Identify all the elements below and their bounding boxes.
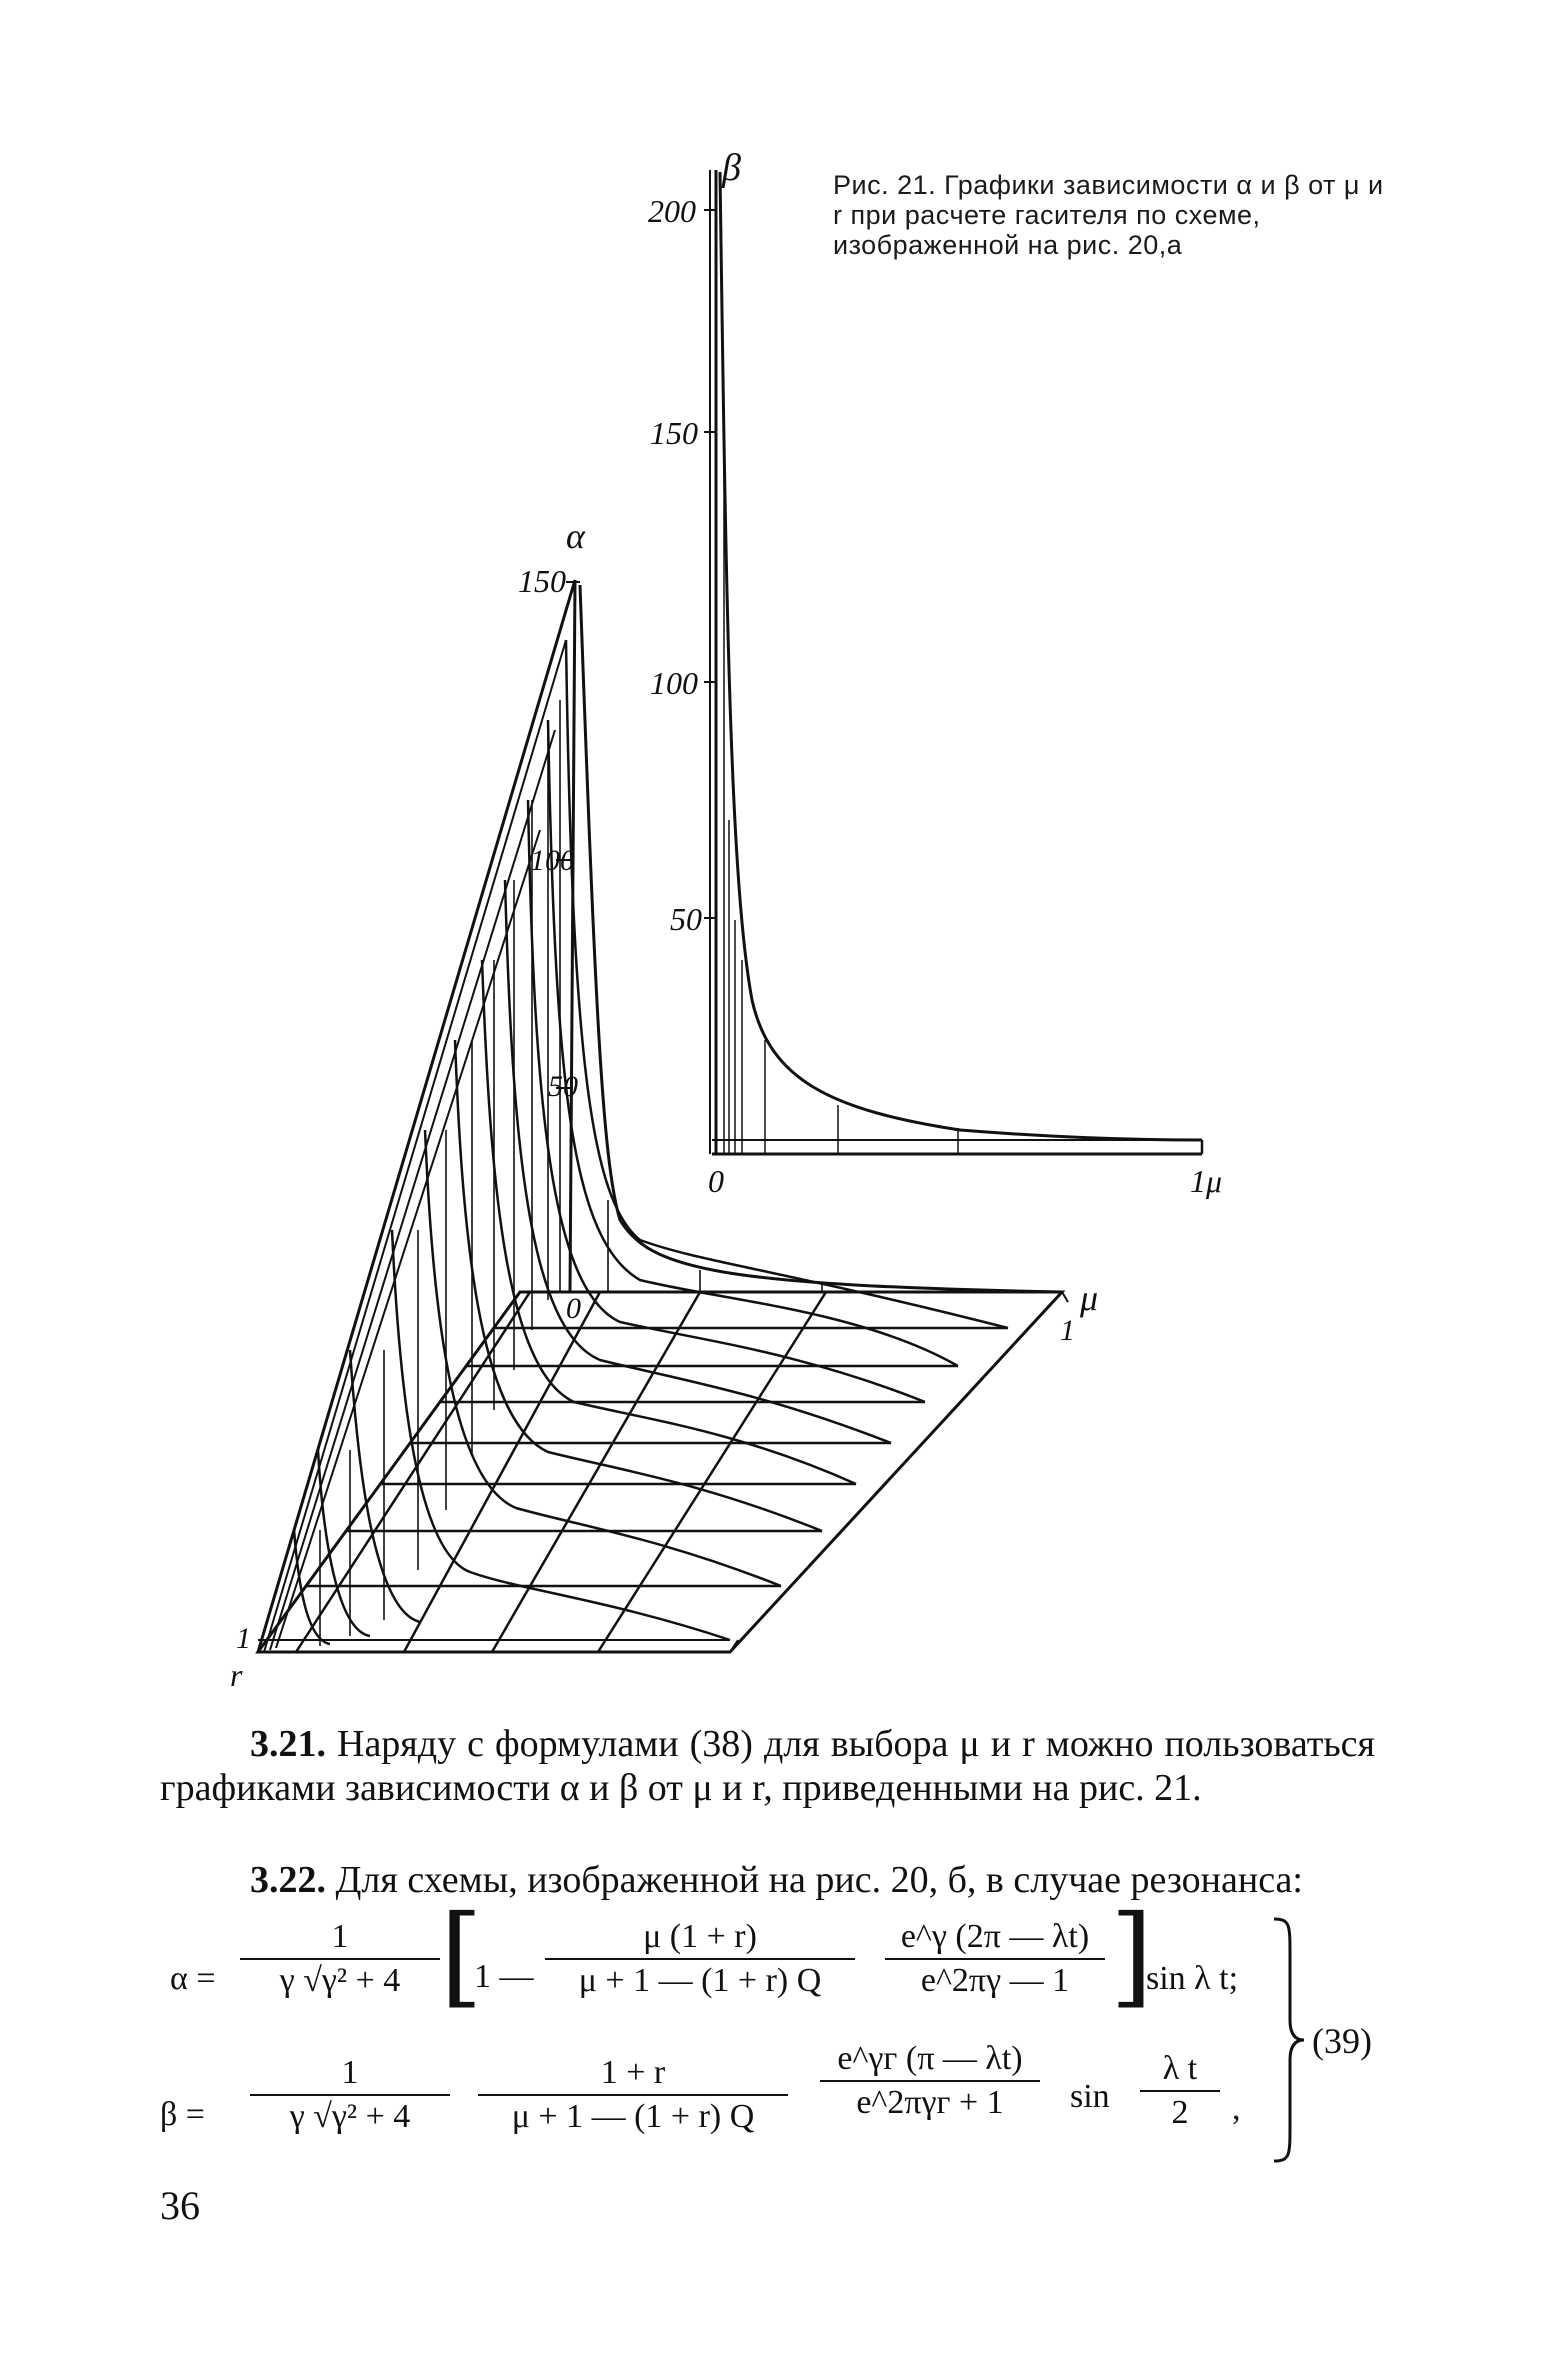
beta-plot	[704, 170, 1202, 1154]
paragraph-3-22	[160, 1858, 1375, 1902]
alpha-frac-3: $\frac{e\^{}\gamma (2\pi — \lambda t)}{e\^{}2\pi\gamma — 1}$	[885, 1918, 1105, 2000]
alpha-surface	[258, 580, 1068, 1652]
left-bracket: [	[440, 1891, 483, 2019]
right-bracket: ]	[1110, 1891, 1153, 2019]
beta-tick-200: 200	[648, 193, 696, 229]
beta-sin: sin	[1070, 2078, 1110, 2115]
figure-caption: Рис. 21. Графики зависимости α и β от μ и r при расчете гасителя по схеме, изображенной на рис. 20,а	[833, 170, 1384, 260]
paragraph-text: Наряду с формулами (38) для выбора μ и r можно пользоваться графиками зависимости α и β от μ и r, приведенными на рис. 21.	[160, 1723, 1375, 1809]
paragraph-text: Для схемы, изображенной на рис. 20, б, в случае резонанса:	[326, 1859, 1303, 1901]
beta-frac-3: e^γг (π — λt) e^2πγг + 1	[820, 2040, 1040, 2122]
alpha-tick-100: 100	[530, 844, 575, 877]
paragraph-number: 3.21.	[250, 1723, 326, 1765]
alpha-frac-1: $\frac{1}{\text{γ √γ² + 4}}$	[240, 1918, 440, 2000]
paragraph-number: 3.22.	[250, 1859, 326, 1901]
beta-comma: ,	[1232, 2090, 1241, 2127]
beta-frac-4: $\frac{\text{λ t}}{2}$	[1140, 2050, 1220, 2132]
beta-lhs: β =	[160, 2096, 205, 2133]
alpha-tick-50: 50	[548, 1070, 578, 1103]
page-number: 36	[160, 2183, 200, 2228]
alpha-frac-2: $\frac{\mu (1 + r)}{\mu + 1 — (1 + r) Q}$	[545, 1918, 855, 2000]
system-brace	[1270, 1915, 1310, 2165]
paragraph-3-21	[160, 1722, 1375, 1810]
mu-axis-label: μ	[1206, 1163, 1223, 1199]
r-tick-1: 1	[236, 1622, 251, 1655]
base-plane	[258, 1292, 1062, 1652]
alpha-tick-0: 0	[566, 1292, 581, 1325]
mu3d-label: μ	[1080, 1278, 1099, 1318]
beta-tick-50: 50	[670, 901, 702, 937]
r-axis-label: r	[230, 1657, 243, 1693]
equation-number: (39)	[1312, 2021, 1372, 2061]
alpha-tail: sin λ t;	[1146, 1960, 1239, 1997]
mu-tick-0: 0	[708, 1163, 724, 1199]
beta-tick-150: 150	[650, 415, 698, 451]
mu3d-tick-1: 1	[1060, 1314, 1075, 1347]
beta-frac-2: $\frac{1 + r}{\mu + 1 — (1 + r) Q}$	[478, 2054, 788, 2136]
alpha-lhs: α =	[170, 1960, 216, 1997]
beta-axis-label: β	[722, 147, 741, 189]
alpha-axis-label: α	[566, 516, 585, 556]
mu-tick-1: 1	[1190, 1163, 1206, 1199]
beta-tick-100: 100	[650, 665, 698, 701]
one-minus: 1 —	[474, 1958, 534, 1995]
beta-frac-1: $\frac{1}{\text{γ √γ² + 4}}$	[250, 2054, 450, 2136]
alpha-tick-150: 150	[518, 563, 566, 599]
beta-curve	[720, 172, 1202, 1140]
